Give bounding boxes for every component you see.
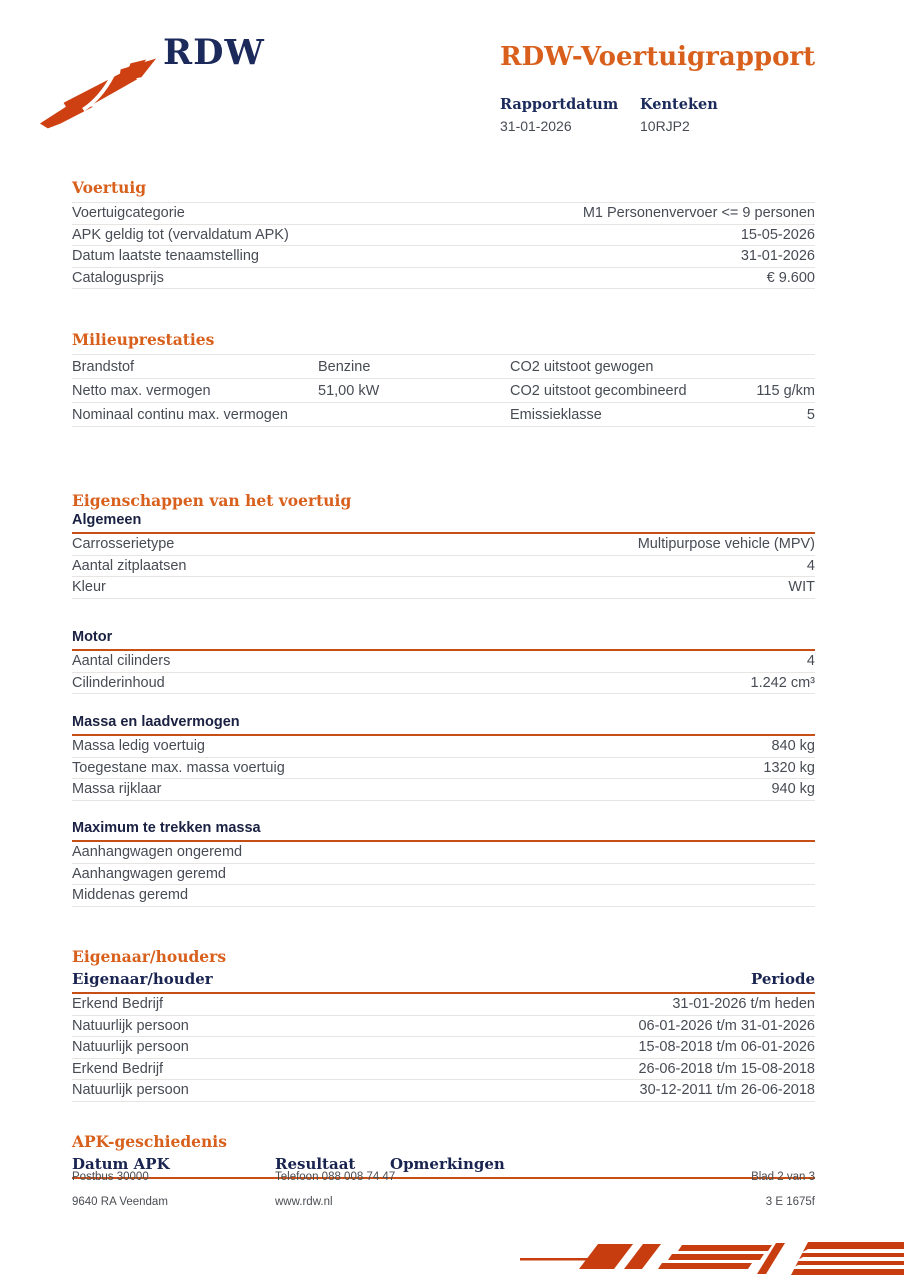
data-row <box>72 403 815 427</box>
owner-period: 06-01-2026 t/m 31-01-2026 <box>638 1017 815 1034</box>
milieu-rows <box>72 354 815 427</box>
row-value: Benzine <box>318 358 371 375</box>
data-row <box>72 651 815 673</box>
column-header-datum-apk: Datum APK <box>72 1155 170 1173</box>
subsection-algemeen <box>72 512 815 599</box>
table-row <box>72 1037 815 1059</box>
row-label: Cilinderinhoud <box>72 674 165 691</box>
owner-period: 15-08-2018 t/m 06-01-2026 <box>638 1039 815 1056</box>
subsection-massa <box>72 714 815 801</box>
subsection-title-maximum: Maximum te trekken massa <box>72 820 815 842</box>
row-value: Multipurpose vehicle (MPV) <box>637 536 815 553</box>
algemeen-rows <box>72 534 815 599</box>
subsection-maximum-trekken-massa <box>72 820 815 907</box>
column-header-resultaat: Resultaat <box>275 1155 356 1173</box>
section-title-milieuprestaties: Milieuprestaties <box>72 330 215 349</box>
row-label: Kleur <box>72 579 106 596</box>
voertuig-rows <box>72 202 815 289</box>
footer-postbus: Postbus 30000 <box>72 1171 149 1183</box>
row-label: Middenas geremd <box>72 887 189 904</box>
data-row <box>72 203 815 225</box>
data-row <box>72 577 815 599</box>
owner-period: 31-01-2026 t/m heden <box>672 996 815 1013</box>
rdw-speed-stripes-graphic <box>520 1238 904 1280</box>
owner-period: 30-12-2011 t/m 26-06-2018 <box>639 1082 815 1099</box>
data-row <box>72 268 815 290</box>
row-label: Voertuigcategorie <box>72 205 185 222</box>
row-label: Nominaal continu max. vermogen <box>72 406 288 423</box>
row-value: 1320 kg <box>763 759 815 776</box>
footer-website-link[interactable]: www.rdw.nl <box>275 1196 333 1208</box>
data-row <box>72 379 815 403</box>
license-plate-label: Kenteken <box>640 96 718 113</box>
section-title-eigenaar: Eigenaar/houders <box>72 947 227 966</box>
data-row <box>72 673 815 695</box>
data-row <box>72 885 815 907</box>
table-row <box>72 994 815 1016</box>
row-value: 4 <box>806 653 815 670</box>
row-second-label: Emissieklasse <box>510 406 602 423</box>
row-label: Massa ledig voertuig <box>72 738 205 755</box>
data-row <box>72 225 815 247</box>
owner-type: Erkend Bedrijf <box>72 996 164 1013</box>
row-label: APK geldig tot (vervaldatum APK) <box>72 226 289 243</box>
data-row <box>72 864 815 886</box>
row-value: 51,00 kW <box>318 382 380 399</box>
table-row <box>72 1059 815 1081</box>
massa-rows <box>72 736 815 801</box>
row-label: Aantal cilinders <box>72 653 171 670</box>
rdw-logo-text: RDW <box>163 32 265 73</box>
row-label: Catalogusprijs <box>72 269 164 286</box>
row-label: Aantal zitplaatsen <box>72 557 187 574</box>
data-row <box>72 246 815 268</box>
footer-page-number: Blad 2 van 3 <box>751 1171 815 1183</box>
column-header-periode: Periode <box>750 970 815 988</box>
motor-rows <box>72 651 815 694</box>
row-value: 31-01-2026 <box>740 248 815 265</box>
row-value: 15-05-2026 <box>740 226 815 243</box>
data-row <box>72 842 815 864</box>
row-value: 4 <box>806 557 815 574</box>
section-voertuig <box>72 178 815 289</box>
subsection-title-algemeen: Algemeen <box>72 512 815 534</box>
report-date-value: 31-01-2026 <box>500 118 572 134</box>
data-row <box>72 556 815 578</box>
maximum-rows <box>72 842 815 907</box>
row-second-value: 115 g/km <box>756 382 815 399</box>
row-value: 1.242 cm³ <box>750 674 815 691</box>
data-row <box>72 758 815 780</box>
owner-type: Natuurlijk persoon <box>72 1039 189 1056</box>
section-milieuprestaties <box>72 330 815 427</box>
license-plate-value: 10RJP2 <box>640 118 690 134</box>
subsection-motor <box>72 629 815 694</box>
column-header-eigenaar: Eigenaar/houder <box>72 970 213 988</box>
footer-line-1 <box>72 1171 815 1183</box>
row-label: Aanhangwagen geremd <box>72 865 226 882</box>
row-label: Brandstof <box>72 358 135 375</box>
row-value: 840 kg <box>771 738 815 755</box>
table-row <box>72 1016 815 1038</box>
section-title-apk: APK-geschiedenis <box>72 1132 227 1151</box>
rdw-feather-logo-icon <box>36 50 164 130</box>
row-label: Datum laatste tenaamstelling <box>72 248 259 265</box>
footer-line-2 <box>72 1196 815 1208</box>
section-title-voertuig: Voertuig <box>72 178 147 197</box>
row-label: Toegestane max. massa voertuig <box>72 759 285 776</box>
eigenaar-table-header <box>72 971 815 994</box>
owner-type: Natuurlijk persoon <box>72 1017 189 1034</box>
row-second-label: CO2 uitstoot gecombineerd <box>510 382 687 399</box>
owner-type: Natuurlijk persoon <box>72 1082 189 1099</box>
data-row <box>72 534 815 556</box>
footer-doc-code: 3 E 1675f <box>765 1196 815 1208</box>
footer-phone: Telefoon 088 008 74 47 <box>275 1171 396 1183</box>
page-title: RDW-Voertuigrapport <box>500 42 816 72</box>
row-label: Carrosserietype <box>72 536 175 553</box>
owner-type: Erkend Bedrijf <box>72 1060 164 1077</box>
row-value: M1 Personenvervoer <= 9 personen <box>582 205 815 222</box>
row-second-label: CO2 uitstoot gewogen <box>510 358 654 375</box>
section-title-eigenschappen: Eigenschappen van het voertuig <box>72 491 352 510</box>
row-value: € 9.600 <box>766 269 815 286</box>
row-second-value: 5 <box>806 406 815 423</box>
data-row <box>72 736 815 758</box>
row-value: WIT <box>788 579 815 596</box>
table-row <box>72 1080 815 1102</box>
row-value: 940 kg <box>771 781 815 798</box>
eigenaar-rows <box>72 994 815 1102</box>
row-label: Aanhangwagen ongeremd <box>72 844 243 861</box>
section-eigenaar-houders <box>72 947 815 1102</box>
subsection-title-massa: Massa en laadvermogen <box>72 714 815 736</box>
subsection-title-motor: Motor <box>72 629 815 651</box>
data-row <box>72 779 815 801</box>
report-date-label: Rapportdatum <box>500 96 619 113</box>
column-header-opmerkingen: Opmerkingen <box>390 1155 505 1173</box>
row-label: Massa rijklaar <box>72 781 162 798</box>
data-row <box>72 355 815 379</box>
row-label: Netto max. vermogen <box>72 382 211 399</box>
owner-period: 26-06-2018 t/m 15-08-2018 <box>638 1060 815 1077</box>
footer-city: 9640 RA Veendam <box>72 1196 168 1208</box>
